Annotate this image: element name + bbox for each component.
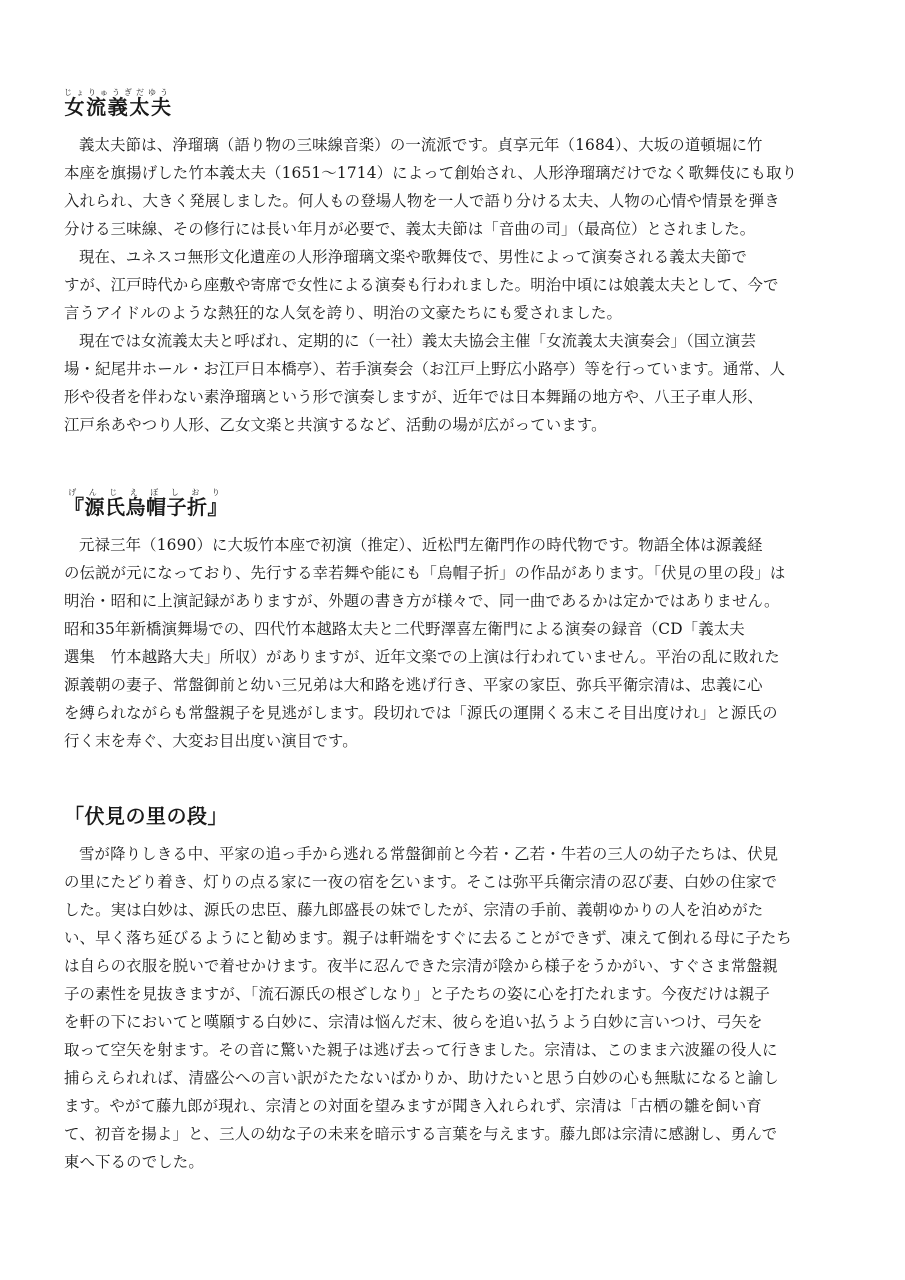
text-line: 分ける三味線、その修行には長い年月が必要で、義太夫節は「音曲の司」（最高位）とされました。 bbox=[64, 220, 756, 238]
text-line: 選集 竹本越路大夫」所収）がありますが、近年文楽での上演は行われていません。平治の乱に敗れた bbox=[64, 648, 780, 666]
text-line: い、早く落ち延びるようにと勧めます。親子は軒端をすぐに去ることができず、凍えて倒れる母に子たち bbox=[64, 929, 792, 947]
section-genji-eboshiori bbox=[64, 488, 844, 755]
text-line: 捕らえられれば、清盛公への言い訳がたたないばかりか、助けたいと思う白妙の心も無駄になると諭し bbox=[64, 1069, 779, 1087]
text-line: を軒の下においてと嘆願する白妙に、宗清は悩んだ末、彼らを追い払うよう白妙に言いつけ、弓矢を bbox=[64, 1013, 763, 1031]
paragraph bbox=[64, 531, 844, 755]
text-line: 形や役者を伴わない素浄瑠璃という形で演奏しますが、近年では日本舞踊の地方や、八王子車人形、 bbox=[64, 388, 764, 406]
text-line: 取って空矢を射ます。その音に驚いた親子は逃げ去って行きました。宗清は、このまま六波羅の役人に bbox=[64, 1041, 778, 1059]
section-fushimi-no-sato bbox=[64, 800, 844, 1176]
text-line: て、初音を揚よ」と、三人の幼な子の未来を暗示する言葉を与えます。藤九郎は宗清に感謝し、勇んで bbox=[64, 1125, 778, 1143]
section-heading: 「伏見の里の段」 bbox=[64, 804, 228, 828]
text-line: 昭和35年新橋演舞場での、四代竹本越路太夫と二代野澤喜左衛門による演奏の録音（CD「義太夫 bbox=[64, 620, 745, 638]
heading-ruby: げんじえぼしおり bbox=[64, 488, 228, 497]
text-line: 現在、ユネスコ無形文化遺産の人形浄瑠璃文楽や歌舞伎で、男性によって演奏される義太夫節で bbox=[79, 248, 747, 266]
text-line: 行く末を寿ぐ、大変お目出度い演目です。 bbox=[64, 732, 358, 750]
text-line: すが、江戸時代から座敷や寄席で女性による演奏も行われました。明治中頃には娘義太夫として、今で bbox=[64, 276, 779, 294]
paragraph bbox=[64, 243, 844, 327]
text-line: 言うアイドルのような熱狂的な人気を誇り、明治の文豪たちにも愛されました。 bbox=[64, 304, 623, 322]
text-line: 東へ下るのでした。 bbox=[64, 1153, 204, 1171]
text-line: ます。やがて藤九郎が現れ、宗清との対面を望みますが聞き入れられず、宗清は「古栖の雛を飼い育 bbox=[64, 1097, 762, 1115]
text-line: 場・紀尾井ホール・お江戸日本橋亭）、若手演奏会（お江戸上野広小路亭）等を行っています。通常、人 bbox=[64, 360, 786, 378]
text-line: 現在では女流義太夫と呼ばれ、定期的に（一社）義太夫協会主催「女流義太夫演奏会」（国立演芸 bbox=[79, 332, 757, 350]
text-line: の里にたどり着き、灯りの点る家に一夜の宿を乞います。そこは弥平兵衛宗清の忍び妻、白妙の住家で bbox=[64, 873, 778, 891]
paragraph bbox=[64, 327, 844, 439]
text-line: の伝説が元になっており、先行する幸若舞や能にも「烏帽子折」の作品があります。「伏見の里の段」は bbox=[64, 564, 786, 582]
text-line: 義太夫節は、浄瑠璃（語り物の三味線音楽）の一流派です。貞享元年（1684）、大坂の道頓堀に竹 bbox=[79, 136, 763, 154]
section-heading: 『源氏烏帽子折』げんじえぼしおり bbox=[64, 488, 228, 519]
heading-ruby: じょりゅうぎだゆう bbox=[64, 88, 172, 97]
text-line: 元禄三年（1690）に大坂竹本座で初演（推定）、近松門左衛門作の時代物です。物語全体は源義経 bbox=[79, 536, 763, 554]
text-line: 源義朝の妻子、常盤御前と幼い三兄弟は大和路を逃げ行き、平家の家臣、弥兵平衛宗清は、忠義に心 bbox=[64, 676, 763, 694]
text-line: 子の素性を見抜きますが、「流石源氏の根ざしなり」と子たちの姿に心を打たれます。今夜だけは親子 bbox=[64, 985, 770, 1003]
text-line: 江戸糸あやつり人形、乙女文楽と共演するなど、活動の場が広がっています。 bbox=[64, 416, 607, 434]
section-joryu-gidayu bbox=[64, 88, 844, 439]
text-line: を縛られながらも常盤親子を見逃がします。段切れでは「源氏の運開くる末こそ目出度けれ」と源氏の bbox=[64, 704, 778, 722]
text-line: 雪が降りしきる中、平家の追っ手から逃れる常盤御前と今若・乙若・牛若の三人の幼子たちは、伏見 bbox=[79, 845, 779, 863]
text-line: した。実は白妙は、源氏の忠臣、藤九郎盛長の妹でしたが、宗清の手前、義朝ゆかりの人を泊めがた bbox=[64, 901, 764, 919]
text-line: 入れられ、大きく発展しました。何人もの登場人物を一人で語り分ける太夫、人物の心情や情景を弾き bbox=[64, 192, 780, 210]
text-line: 本座を旗揚げした竹本義太夫（1651～1714）によって創始され、人形浄瑠璃だけでなく歌舞伎にも取り bbox=[64, 164, 798, 182]
paragraph bbox=[64, 131, 844, 243]
text-line: 明治・昭和に上演記録がありますが、外題の書き方が様々で、同一曲であるかは定かではありません。 bbox=[64, 592, 780, 610]
text-line: は自らの衣服を脱いで着せかけます。夜半に忍んできた宗清が陰から様子をうかがい、すぐさま常盤親 bbox=[64, 957, 778, 975]
section-heading: 女流義太夫じょりゅうぎだゆう bbox=[64, 88, 172, 119]
paragraph bbox=[64, 840, 844, 1176]
